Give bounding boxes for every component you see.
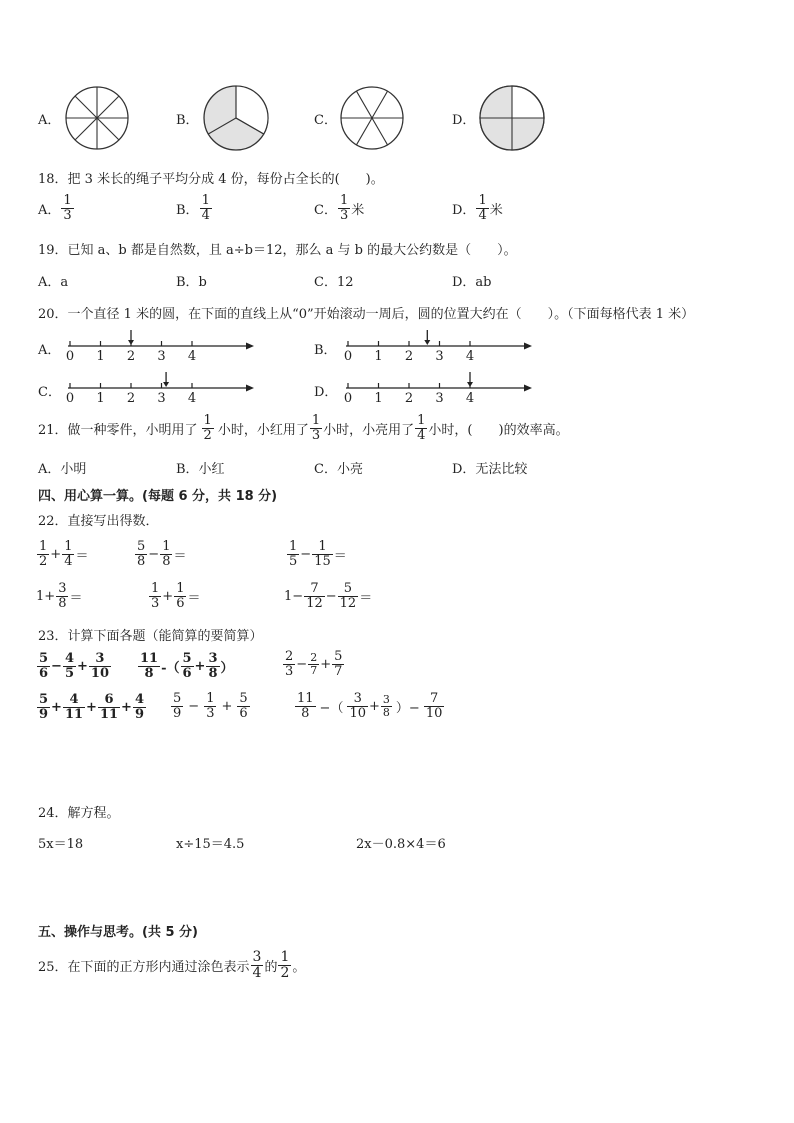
q17-circle-d[interactable] [478, 84, 546, 152]
numberline-tick-label: 2 [126, 391, 136, 406]
q18-option-c[interactable] [314, 194, 364, 222]
numberline-arrowhead [524, 343, 532, 350]
numberline-tick-label: 4 [187, 349, 197, 364]
q22-expr-2: $\frac{5}{8}$ − $\frac{1}{8}$ ＝ [137, 539, 187, 569]
section-4-heading: 四、用心算一算。(每题 6 分，共 18 分) [38, 489, 278, 504]
numberline-tick-label: 0 [343, 391, 353, 406]
circle-a-dividers [66, 87, 128, 149]
numberline-tick-label: 4 [465, 349, 475, 364]
option-letter: D． [452, 202, 476, 218]
q24-equation-2: x÷15＝4.5 [176, 837, 245, 852]
q20-option-d-label: D． [314, 385, 338, 400]
q20-numberline-b[interactable] [338, 328, 538, 364]
fraction: $\frac{1}{4}$ [417, 413, 426, 443]
q17-option-c-label: C． [314, 113, 337, 128]
unit: 米 [351, 202, 365, 218]
numberline-tick-label: 4 [187, 391, 197, 406]
numberline-tick-label: 0 [343, 349, 353, 364]
fraction: $\frac{1}{4}$ [201, 193, 210, 223]
q17-option-d-label: D． [452, 113, 476, 128]
numberline-tick-label: 4 [465, 391, 475, 406]
q18-option-a[interactable] [38, 194, 75, 222]
numberline-tick-label: 1 [374, 391, 383, 406]
q20-option-a-label: A． [38, 343, 61, 358]
q20-question: 20．一个直径 1 米的圆，在下面的直线上从“0”开始滚动一周后，圆的位置大约在（ ）。（下面每格代表 1 米） [38, 307, 695, 322]
q23-expr-6: $\frac{11}{8}$ −（ $\frac{3}{10}$ + $\frac{3}{8}$ ）− $\frac{7}{10}$ [297, 691, 443, 721]
q21-question: 21．做一种零件，小明用了 $\frac{1}{2}$ 小时，小红用了 $\frac{1}{3}$ 小时，小亮用了 $\frac{1}{4}$ 小时，( )的效率高。 [38, 413, 569, 443]
q22-expr-4: 1 + $\frac{3}{8}$ ＝ [36, 581, 83, 611]
fraction: $\frac{1}{4}$ [478, 193, 487, 223]
q18-question: 18．把 3 米长的绳子平均分成 4 份，每份占全长的( )。 [38, 172, 384, 187]
fraction: $\frac{1}{3}$ [311, 413, 321, 443]
q20-numberline-c[interactable] [60, 370, 260, 406]
numberline-tick-label: 2 [404, 391, 414, 406]
numberline-tick-label: 1 [374, 349, 383, 364]
position-arrow-head [424, 340, 430, 345]
q21-option-d[interactable]: D．无法比较 [452, 462, 528, 477]
q18-option-b[interactable] [176, 194, 213, 222]
q22-expr-1: $\frac{1}{2}$ + $\frac{1}{4}$ ＝ [39, 539, 89, 569]
option-letter: B． [176, 202, 199, 218]
q17-option-a-label: A． [38, 113, 61, 128]
section-5-heading: 五、操作与思考。(共 5 分) [38, 925, 198, 940]
q22-expr-3: $\frac{1}{5}$ − $\frac{1}{15}$ ＝ [289, 539, 347, 569]
numberline-tick-label: 1 [96, 391, 105, 406]
numberline-tick-label: 1 [96, 349, 105, 364]
q21-option-b[interactable]: B．小红 [176, 462, 225, 477]
numberline-tick-label: 0 [65, 349, 75, 364]
q23-expr-4: $\frac{5}{9}$ + $\frac{4}{11}$ + $\frac{6}{11}$ + $\frac{4}{9}$ [39, 692, 144, 722]
q21-option-a[interactable]: A．小明 [38, 462, 87, 477]
position-arrow-head [467, 382, 473, 387]
option-letter: A． [38, 202, 61, 218]
fraction: $\frac{1}{2}$ [203, 413, 212, 443]
numberline-tick-label: 3 [157, 349, 166, 364]
q24-equation-3: 2x－0.8×4＝6 [356, 837, 446, 852]
q19-option-c[interactable]: C．12 [314, 275, 354, 290]
q21-option-c[interactable]: C．小亮 [314, 462, 363, 477]
numberline-tick-label: 3 [435, 391, 444, 406]
q24-equation-1: 5x＝18 [38, 837, 84, 852]
q20-option-b-label: B． [314, 343, 337, 358]
fraction: $\frac{1}{3}$ [63, 193, 72, 223]
numberline-tick-label: 2 [126, 349, 136, 364]
q18-option-d[interactable] [452, 194, 503, 222]
q23-expr-5: $\frac{5}{9}$ − $\frac{1}{3}$ + $\frac{5}{6}$ [173, 691, 248, 721]
q19-question: 19．已知 a、b 都是自然数，且 a÷b＝12，那么 a 与 b 的最大公约数是（ ）。 [38, 243, 517, 258]
q19-option-d[interactable]: D．ab [452, 275, 492, 290]
fraction: $\frac{1}{3}$ [339, 193, 349, 223]
position-arrow-head [128, 340, 134, 345]
q23-question: 23．计算下面各题（能简算的要简算） [38, 629, 263, 644]
numberline-arrowhead [246, 385, 254, 392]
q23-expr-3: $\frac{2}{3}$ − $\frac{2}{7}$ + $\frac{5}{7}$ [285, 649, 343, 679]
q17-circle-b[interactable] [202, 84, 270, 152]
numberline-arrowhead [524, 385, 532, 392]
q17-option-b-label: B． [176, 113, 199, 128]
position-arrow-head [163, 382, 169, 387]
q20-option-c-label: C． [38, 385, 61, 400]
q17-circle-a[interactable] [64, 85, 130, 151]
q17-circle-c[interactable] [339, 85, 405, 151]
q24-question: 24．解方程。 [38, 806, 120, 821]
q23-expr-2: $\frac{11}{8}$ -（ $\frac{5}{6}$ + $\frac{3}{8}$ ） [140, 651, 234, 681]
q19-option-b[interactable]: B．b [176, 275, 207, 290]
numberline-tick-label: 3 [157, 391, 166, 406]
q19-option-a[interactable]: A．a [38, 275, 69, 290]
q22-expr-5: $\frac{1}{3}$ + $\frac{1}{6}$ ＝ [151, 581, 201, 611]
q25-question: 25．在下面的正方形内通过涂色表示 $\frac{3}{4}$ 的 $\frac{1}{2}$ 。 [38, 949, 306, 981]
numberline-arrowhead [246, 343, 254, 350]
numberline-tick-label: 2 [404, 349, 414, 364]
q23-expr-1: $\frac{5}{6}$ − $\frac{4}{5}$ + $\frac{3}{10}$ [39, 651, 109, 681]
option-letter: C． [314, 202, 337, 218]
unit: 米 [489, 202, 503, 218]
q20-numberline-d[interactable] [338, 370, 538, 406]
q22-question: 22．直接写出得数． [38, 514, 159, 529]
q20-numberline-a[interactable] [60, 328, 260, 364]
numberline-tick-label: 3 [435, 349, 444, 364]
q22-expr-6: 1 − $\frac{7}{12}$ − $\frac{5}{12}$ ＝ [284, 581, 373, 611]
numberline-tick-label: 0 [65, 391, 75, 406]
